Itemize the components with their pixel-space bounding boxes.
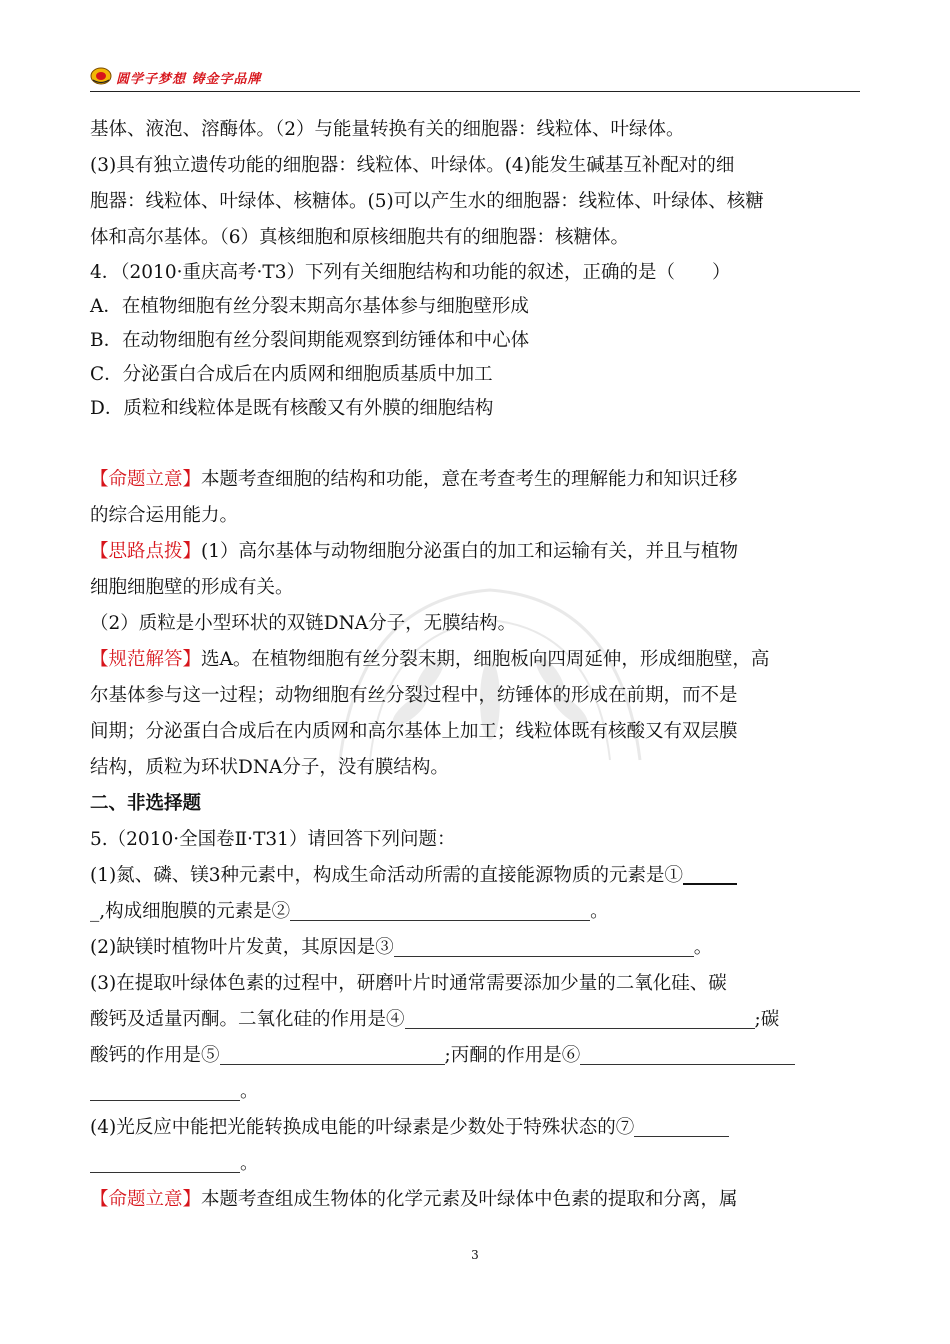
answer-blank-6[interactable]	[580, 1042, 795, 1065]
question-text: 。	[693, 937, 713, 958]
answer-line	[90, 642, 862, 678]
document-body	[90, 112, 862, 1218]
answer-blank-4[interactable]	[405, 1006, 755, 1029]
text-line: 结构，质粒为环状DNA分子，没有膜结构。	[90, 757, 449, 778]
question-text: 。	[240, 1081, 259, 1102]
question-5-stem: 5.（2010·全国卷Ⅱ·T31）请回答下列问题：	[90, 829, 456, 850]
text-line: 的综合运用能力。	[90, 505, 239, 526]
question-5-part-4-cont	[90, 1146, 862, 1182]
question-text: (1)氮、磷、镁3种元素中，构成生命活动所需的直接能源物质的元素是①	[90, 865, 683, 886]
intent-tag: 【命题立意】	[90, 1189, 202, 1210]
question-text: (2)缺镁时植物叶片发黄，其原因是③	[90, 937, 394, 958]
header-rule	[90, 91, 860, 92]
question-4-stem: 4．（2010·重庆高考·T3）下列有关细胞结构和功能的叙述，正确的是（ ）	[90, 262, 731, 283]
question-4-option-b: B．在动物细胞有丝分裂间期能观察到纺锤体和中心体	[90, 330, 530, 351]
question-5-part-1	[90, 858, 862, 894]
question-4-option-a: A．在植物细胞有丝分裂末期高尔基体参与细胞壁形成	[90, 296, 529, 317]
text-line: 细胞细胞壁的形成有关。	[90, 577, 294, 598]
question-text: 。	[240, 1153, 259, 1174]
brand-slogan: 圆学子梦想 铸金字品牌	[116, 72, 262, 87]
section-heading: 二、非选择题	[90, 793, 202, 814]
text-line: （2）质粒是小型环状的双链DNA分子，无膜结构。	[90, 613, 517, 634]
question-5-part-4	[90, 1110, 862, 1146]
brand-logo-icon	[90, 66, 112, 86]
page-number: 3	[471, 1248, 479, 1262]
question-text: 。	[590, 901, 609, 922]
intent-text: 本题考查细胞的结构和功能，意在考查考生的理解能力和知识迁移	[201, 469, 738, 490]
answer-blank-3[interactable]	[394, 934, 694, 957]
answer-text: 选A。在植物细胞有丝分裂末期，细胞板向四周延伸，形成细胞壁，高	[201, 649, 770, 670]
question-5-part-3-cont	[90, 1074, 862, 1110]
question-5-part-3: (3)在提取叶绿体色素的过程中，研磨叶片时通常需要添加少量的二氧化硅、碳	[90, 973, 727, 994]
question-4-option-c: C．分泌蛋白合成后在内质网和细胞质基质中加工	[90, 364, 493, 385]
intent-text: 本题考查组成生物体的化学元素及叶绿体中色素的提取和分离，属	[201, 1189, 738, 1210]
hint-line	[90, 534, 862, 570]
text-line: (3)具有独立遗传功能的细胞器：线粒体、叶绿体。(4)能发生碱基互补配对的细	[90, 155, 735, 176]
intent-tag: 【命题立意】	[90, 469, 202, 490]
answer-blank-5[interactable]	[220, 1042, 445, 1065]
question-5-part-3-cont	[90, 1038, 862, 1074]
question-text: (4)光反应中能把光能转换成电能的叶绿素是少数处于特殊状态的⑦	[90, 1117, 635, 1138]
intent-line	[90, 1182, 862, 1218]
question-5-part-2	[90, 930, 862, 966]
text-line: 胞器：线粒体、叶绿体、核糖体。(5)可以产生水的细胞器：线粒体、叶绿体、核糖	[90, 191, 764, 212]
question-text: 酸钙的作用是⑤	[90, 1045, 220, 1066]
intent-line	[90, 462, 862, 498]
answer-blank-6-cont[interactable]	[90, 1078, 240, 1101]
hint-text: (1）高尔基体与动物细胞分泌蛋白的加工和运输有关，并且与植物	[201, 541, 739, 562]
question-text: _,构成细胞膜的元素是②	[90, 901, 291, 922]
question-text: 酸钙及适量丙酮。二氧化硅的作用是④	[90, 1009, 405, 1030]
answer-blank-1[interactable]	[683, 861, 737, 885]
question-4-option-d: D．质粒和线粒体是既有核酸又有外膜的细胞结构	[90, 398, 494, 419]
answer-blank-7-cont[interactable]	[90, 1150, 240, 1173]
hint-tag: 【思路点拨】	[90, 541, 202, 562]
question-5-part-3-cont	[90, 1002, 862, 1038]
text-line: 基体、液泡、溶酶体。（2）与能量转换有关的细胞器：线粒体、叶绿体。	[90, 119, 685, 140]
text-line: 间期；分泌蛋白合成后在内质网和高尔基体上加工；线粒体既有核酸又有双层膜	[90, 721, 738, 742]
text-line: 体和高尔基体。（6）真核细胞和原核细胞共有的细胞器：核糖体。	[90, 227, 630, 248]
answer-blank-7[interactable]	[634, 1114, 729, 1137]
question-5-part-1-cont	[90, 894, 862, 930]
answer-tag: 【规范解答】	[90, 649, 202, 670]
answer-blank-2[interactable]	[290, 898, 590, 921]
question-text: ;碳	[754, 1009, 780, 1030]
page-header	[90, 64, 860, 94]
text-line: 尔基体参与这一过程；动物细胞有丝分裂过程中，纺锤体的形成在前期，而不是	[90, 685, 738, 706]
question-text: ;丙酮的作用是⑥	[444, 1045, 581, 1066]
